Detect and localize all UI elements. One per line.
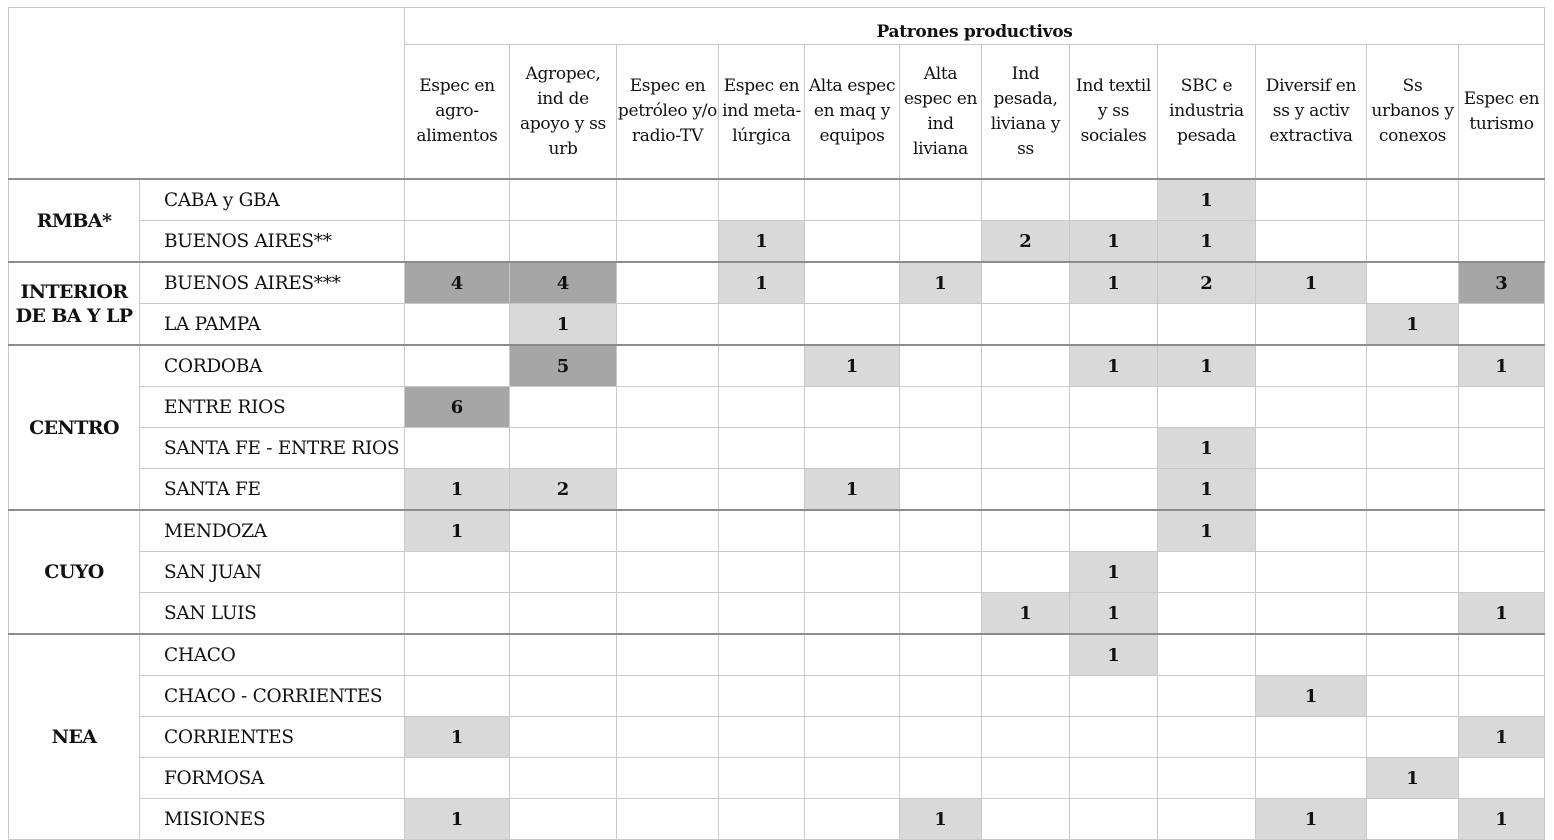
region-label: INTERIOR DE BA Y LP (9, 262, 140, 345)
value-cell (1070, 387, 1158, 428)
value-cell (1367, 387, 1459, 428)
value-cell: 1 (1158, 510, 1256, 552)
column-header: Agropec, ind de apoyo y ss urb (510, 45, 617, 180)
value-cell: 1 (1256, 262, 1367, 304)
value-cell (405, 221, 510, 263)
value-cell (1256, 717, 1367, 758)
value-cell (510, 387, 617, 428)
value-cell: 1 (1459, 593, 1545, 635)
value-cell: 1 (900, 799, 982, 840)
value-cell: 5 (510, 345, 617, 387)
value-cell: 1 (1158, 345, 1256, 387)
value-cell (719, 552, 805, 593)
value-cell (719, 758, 805, 799)
value-cell (617, 634, 719, 676)
table-row (9, 510, 1545, 552)
value-cell (1070, 428, 1158, 469)
column-header: Ss urbanos y conexos (1367, 45, 1459, 180)
table-row (9, 634, 1545, 676)
value-cell (719, 428, 805, 469)
value-cell (1367, 469, 1459, 511)
value-cell: 1 (405, 510, 510, 552)
value-cell (719, 717, 805, 758)
table-row (9, 717, 1545, 758)
value-cell (982, 634, 1070, 676)
province-label: ENTRE RIOS (140, 387, 405, 428)
header-corner (9, 8, 405, 180)
column-header: Espec en turismo (1459, 45, 1545, 180)
value-cell (982, 676, 1070, 717)
value-cell (1256, 593, 1367, 635)
value-cell (1256, 428, 1367, 469)
value-cell (1367, 593, 1459, 635)
value-cell (510, 179, 617, 221)
value-cell: 1 (1070, 593, 1158, 635)
value-cell (900, 634, 982, 676)
table-row (9, 179, 1545, 221)
value-cell: 1 (900, 262, 982, 304)
province-label: SAN LUIS (140, 593, 405, 635)
value-cell (1158, 304, 1256, 346)
value-cell (1367, 179, 1459, 221)
value-cell (1158, 387, 1256, 428)
value-cell: 1 (982, 593, 1070, 635)
value-cell (1070, 717, 1158, 758)
value-cell (1070, 758, 1158, 799)
value-cell (805, 593, 900, 635)
value-cell (1459, 304, 1545, 346)
table-header (9, 8, 1545, 180)
value-cell: 1 (1070, 221, 1158, 263)
value-cell (719, 634, 805, 676)
table-body (9, 179, 1545, 840)
value-cell (1459, 510, 1545, 552)
province-label: MISIONES (140, 799, 405, 840)
table-row (9, 221, 1545, 263)
value-cell (719, 593, 805, 635)
value-cell: 1 (405, 799, 510, 840)
province-label: CHACO - CORRIENTES (140, 676, 405, 717)
value-cell (1459, 552, 1545, 593)
province-label: CABA y GBA (140, 179, 405, 221)
value-cell (1367, 510, 1459, 552)
province-label: CHACO (140, 634, 405, 676)
value-cell (1367, 552, 1459, 593)
value-cell (510, 676, 617, 717)
value-cell: 1 (405, 717, 510, 758)
value-cell: 6 (405, 387, 510, 428)
value-cell: 2 (510, 469, 617, 511)
table-row (9, 799, 1545, 840)
value-cell: 1 (1459, 345, 1545, 387)
value-cell (1367, 676, 1459, 717)
value-cell (805, 799, 900, 840)
column-header: Diversif en ss y activ extractiva (1256, 45, 1367, 180)
province-label: SAN JUAN (140, 552, 405, 593)
region-label: CENTRO (9, 345, 140, 510)
table-row (9, 428, 1545, 469)
value-cell (719, 510, 805, 552)
value-cell (1070, 469, 1158, 511)
value-cell (1367, 634, 1459, 676)
value-cell: 1 (1158, 179, 1256, 221)
value-cell (510, 552, 617, 593)
column-header: Ind pesada, liviana y ss (982, 45, 1070, 180)
value-cell: 1 (1256, 676, 1367, 717)
value-cell (1070, 179, 1158, 221)
value-cell (405, 758, 510, 799)
value-cell (1256, 469, 1367, 511)
value-cell (1459, 676, 1545, 717)
value-cell (510, 510, 617, 552)
value-cell (405, 676, 510, 717)
value-cell (805, 552, 900, 593)
value-cell (982, 799, 1070, 840)
province-label: LA PAMPA (140, 304, 405, 346)
value-cell (900, 345, 982, 387)
value-cell (1367, 428, 1459, 469)
value-cell (617, 676, 719, 717)
value-cell: 1 (805, 469, 900, 511)
value-cell (900, 552, 982, 593)
table-row (9, 676, 1545, 717)
value-cell (617, 221, 719, 263)
value-cell (1459, 179, 1545, 221)
value-cell (900, 428, 982, 469)
province-label: FORMOSA (140, 758, 405, 799)
value-cell (805, 510, 900, 552)
value-cell: 1 (1070, 345, 1158, 387)
value-cell: 4 (405, 262, 510, 304)
value-cell (1367, 345, 1459, 387)
value-cell (1256, 304, 1367, 346)
value-cell (982, 758, 1070, 799)
value-cell (405, 304, 510, 346)
province-label: BUENOS AIRES** (140, 221, 405, 263)
value-cell (617, 510, 719, 552)
value-cell (1158, 799, 1256, 840)
table-row (9, 262, 1545, 304)
value-cell (1367, 262, 1459, 304)
province-label: CORRIENTES (140, 717, 405, 758)
value-cell: 2 (982, 221, 1070, 263)
region-label: CUYO (9, 510, 140, 634)
value-cell (982, 179, 1070, 221)
value-cell (510, 799, 617, 840)
value-cell (1158, 676, 1256, 717)
value-cell (982, 345, 1070, 387)
province-label: MENDOZA (140, 510, 405, 552)
value-cell (1459, 469, 1545, 511)
value-cell (900, 304, 982, 346)
column-header: SBC e industria pesada (1158, 45, 1256, 180)
value-cell (1158, 634, 1256, 676)
value-cell (982, 510, 1070, 552)
value-cell (900, 221, 982, 263)
value-cell: 1 (1367, 758, 1459, 799)
value-cell (719, 387, 805, 428)
value-cell: 2 (1158, 262, 1256, 304)
value-cell (982, 428, 1070, 469)
value-cell (900, 469, 982, 511)
column-header: Alta espec en ind liviana (900, 45, 982, 180)
value-cell (510, 634, 617, 676)
value-cell (405, 345, 510, 387)
value-cell (617, 758, 719, 799)
value-cell (1459, 634, 1545, 676)
value-cell (510, 717, 617, 758)
value-cell (805, 676, 900, 717)
value-cell: 3 (1459, 262, 1545, 304)
value-cell: 1 (1070, 262, 1158, 304)
table-row (9, 387, 1545, 428)
value-cell (719, 676, 805, 717)
value-cell (1256, 387, 1367, 428)
value-cell (1158, 758, 1256, 799)
value-cell (805, 221, 900, 263)
value-cell (1256, 552, 1367, 593)
value-cell (900, 717, 982, 758)
value-cell (1367, 221, 1459, 263)
province-label: SANTA FE (140, 469, 405, 511)
province-label: SANTA FE - ENTRE RIOS (140, 428, 405, 469)
value-cell (617, 179, 719, 221)
value-cell: 1 (510, 304, 617, 346)
value-cell: 1 (1070, 634, 1158, 676)
value-cell (510, 221, 617, 263)
value-cell: 1 (719, 262, 805, 304)
table-row (9, 469, 1545, 511)
table-row (9, 345, 1545, 387)
value-cell (719, 179, 805, 221)
value-cell (510, 593, 617, 635)
value-cell (805, 758, 900, 799)
value-cell (405, 552, 510, 593)
value-cell (982, 717, 1070, 758)
value-cell (617, 262, 719, 304)
value-cell (805, 179, 900, 221)
value-cell (719, 469, 805, 511)
value-cell (1070, 510, 1158, 552)
value-cell (1459, 221, 1545, 263)
column-header: Ind textil y ss sociales (1070, 45, 1158, 180)
value-cell (617, 799, 719, 840)
table-row (9, 304, 1545, 346)
value-cell (805, 634, 900, 676)
column-header: Alta espec en maq y equipos (805, 45, 900, 180)
value-cell (805, 428, 900, 469)
value-cell (617, 345, 719, 387)
value-cell (1158, 552, 1256, 593)
column-header: Espec en petróleo y/o radio-TV (617, 45, 719, 180)
value-cell (617, 387, 719, 428)
value-cell (617, 428, 719, 469)
value-cell (900, 593, 982, 635)
value-cell (617, 469, 719, 511)
value-cell: 1 (719, 221, 805, 263)
value-cell (617, 593, 719, 635)
value-cell (1158, 593, 1256, 635)
value-cell (1256, 221, 1367, 263)
table-row (9, 593, 1545, 635)
region-label: RMBA* (9, 179, 140, 262)
value-cell: 4 (510, 262, 617, 304)
value-cell (982, 262, 1070, 304)
value-cell (1070, 799, 1158, 840)
province-label: CORDOBA (140, 345, 405, 387)
value-cell: 1 (1158, 428, 1256, 469)
value-cell (405, 428, 510, 469)
value-cell (719, 304, 805, 346)
value-cell (405, 179, 510, 221)
value-cell (982, 469, 1070, 511)
value-cell (982, 552, 1070, 593)
value-cell (1367, 799, 1459, 840)
value-cell: 1 (1158, 221, 1256, 263)
band-header: Patrones productivos (405, 8, 1545, 45)
value-cell (1256, 758, 1367, 799)
value-cell (1070, 676, 1158, 717)
table-row (9, 758, 1545, 799)
value-cell (510, 758, 617, 799)
table-row (9, 552, 1545, 593)
province-label: BUENOS AIRES*** (140, 262, 405, 304)
value-cell (805, 387, 900, 428)
value-cell (805, 717, 900, 758)
value-cell (405, 593, 510, 635)
value-cell (617, 552, 719, 593)
value-cell (719, 799, 805, 840)
value-cell: 1 (1459, 717, 1545, 758)
value-cell (719, 345, 805, 387)
value-cell: 1 (1158, 469, 1256, 511)
patrones-table (8, 7, 1545, 840)
value-cell (900, 179, 982, 221)
value-cell: 1 (1367, 304, 1459, 346)
value-cell: 1 (405, 469, 510, 511)
column-header: Espec en agro-alimentos (405, 45, 510, 180)
value-cell (1459, 428, 1545, 469)
value-cell (1256, 634, 1367, 676)
value-cell (805, 304, 900, 346)
value-cell (982, 304, 1070, 346)
value-cell (982, 387, 1070, 428)
value-cell: 1 (1459, 799, 1545, 840)
value-cell (900, 387, 982, 428)
value-cell (1367, 717, 1459, 758)
value-cell: 1 (805, 345, 900, 387)
value-cell (900, 758, 982, 799)
value-cell (1256, 345, 1367, 387)
value-cell (1158, 717, 1256, 758)
value-cell (617, 304, 719, 346)
value-cell (510, 428, 617, 469)
value-cell (1459, 387, 1545, 428)
value-cell (405, 634, 510, 676)
value-cell (805, 262, 900, 304)
value-cell (1256, 179, 1367, 221)
value-cell (617, 717, 719, 758)
value-cell (1256, 510, 1367, 552)
value-cell (900, 510, 982, 552)
value-cell: 1 (1256, 799, 1367, 840)
value-cell (900, 676, 982, 717)
value-cell (1459, 758, 1545, 799)
value-cell: 1 (1070, 552, 1158, 593)
column-header: Espec en ind meta-lúrgica (719, 45, 805, 180)
value-cell (1070, 304, 1158, 346)
region-label: NEA (9, 634, 140, 840)
